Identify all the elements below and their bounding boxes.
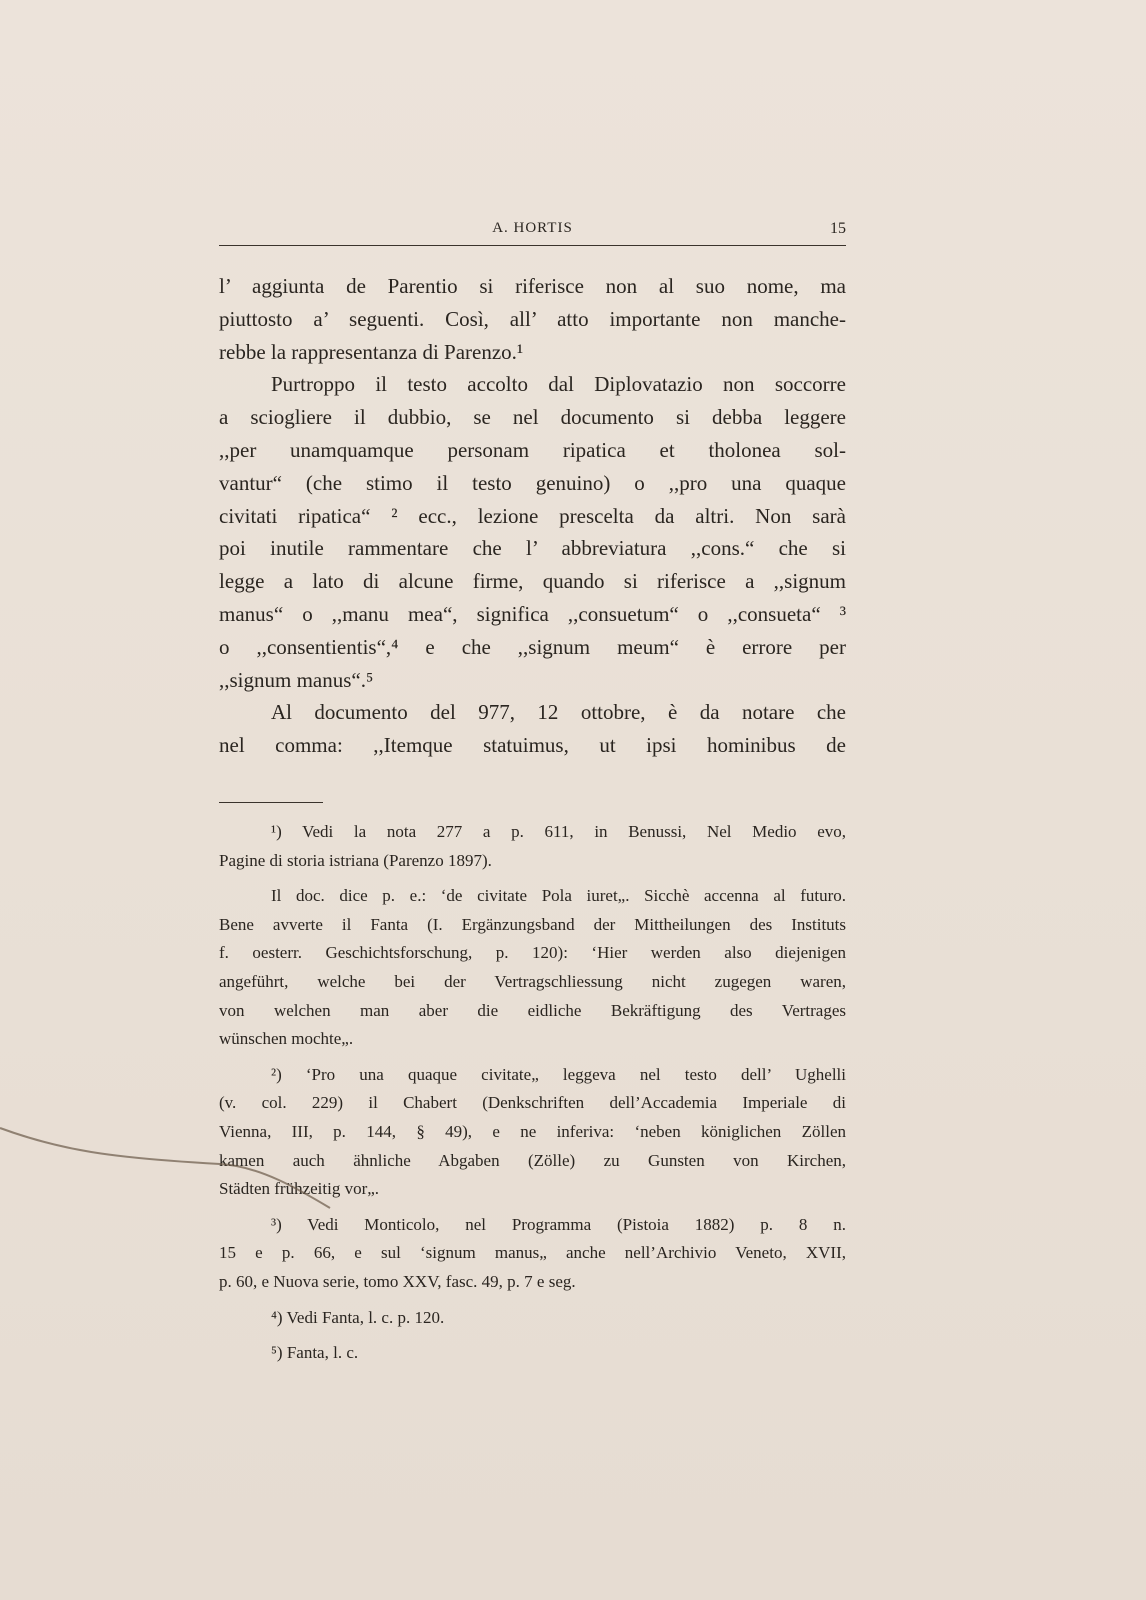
footnote-1: [219, 818, 846, 875]
footnote-4: [219, 1304, 846, 1333]
footnote-line: Pagine di storia istriana (Parenzo 1897).: [219, 850, 492, 870]
footnote-rule: [219, 802, 323, 803]
footnote-line: Il doc. dice p. e.: ‘de civitate Pola iuret„. Sicchè accenna al futuro.: [271, 886, 846, 906]
footnote-3: [219, 1211, 846, 1297]
paragraph-1: [219, 270, 846, 368]
running-header: [219, 216, 846, 246]
footnote-line: ¹) Vedi la nota 277 a p. 611, in Benussi, Nel Medio evo,: [271, 822, 846, 841]
body-line: rebbe la rappresentanza di Parenzo.¹: [219, 339, 524, 364]
footnote-5: [219, 1339, 846, 1368]
body-line: manus“ o ,,manu mea“, significa ,,consuetum“ o ,,consueta“ ³: [219, 601, 846, 626]
body-line: ,,signum manus“.⁵: [219, 667, 374, 692]
footnote-line: ⁴) Vedi Fanta, l. c. p. 120.: [271, 1307, 445, 1327]
footnote-line: Bene avverte il Fanta (I. Ergänzungsband der Mittheilungen des Instituts: [219, 914, 846, 934]
paper-crease-mark: [0, 1120, 340, 1210]
footnote-line: ²) ‘Pro una quaque civitate„ leggeva nel testo dell’ Ughelli: [271, 1064, 846, 1084]
body-line: legge a lato di alcune firme, quando si riferisce a ,,signum: [219, 569, 846, 594]
body-line: Purtroppo il testo accolto dal Diplovatazio non soccorre: [271, 372, 846, 397]
footnote-1-continued: [219, 882, 846, 1054]
footnote-line: p. 60, e Nuova serie, tomo XXV, fasc. 49, p. 7 e seg.: [219, 1271, 576, 1291]
paragraph-2: [219, 368, 846, 696]
footnote-line: von welchen man aber die eidliche Bekräftigung des Vertrages: [219, 1000, 846, 1020]
body-line: poi inutile rammentare che l’ abbreviatura ,,cons.“ che si: [219, 536, 846, 561]
body-line: Al documento del 977, 12 ottobre, è da notare che: [271, 700, 846, 725]
header-author: A. HORTIS: [492, 220, 573, 236]
page-number: 15: [830, 220, 846, 237]
footnote-line: ³) Vedi Monticolo, nel Programma (Pistoia 1882) p. 8 n.: [271, 1214, 846, 1234]
footnote-line: Städten frühzeitig vor„.: [219, 1179, 380, 1199]
footnote-line: (v. col. 229) il Chabert (Denkschriften dell’Accademia Imperiale di: [219, 1093, 846, 1113]
footnote-line: wünschen mochte„.: [219, 1029, 354, 1049]
footnote-line: angeführt, welche bei der Vertragschliessung nicht zugegen waren,: [219, 971, 846, 991]
header-rule: [219, 245, 846, 246]
body-text: [219, 270, 846, 762]
body-line: l’ aggiunta de Parentio si riferisce non al suo nome, ma: [219, 274, 846, 298]
footnote-line: Vienna, III, p. 144, § 49), e ne inferiva: ‘neben königlichen Zöllen: [219, 1121, 846, 1141]
footnote-line: kamen auch ähnliche Abgaben (Zölle) zu Gunsten von Kirchen,: [219, 1150, 846, 1170]
footnote-line: 15 e p. 66, e sul ‘signum manus„ anche nell’Archivio Veneto, XVII,: [219, 1243, 846, 1263]
body-line: civitati ripatica“ ² ecc., lezione prescelta da altri. Non sarà: [219, 503, 846, 528]
paragraph-3: [219, 696, 846, 762]
footnote-line: f. oesterr. Geschichtsforschung, p. 120): ‘Hier werden also diejenigen: [219, 943, 846, 963]
body-line: a sciogliere il dubbio, se nel documento si debba leggere: [219, 405, 846, 430]
body-line: piuttosto a’ seguenti. Così, all’ atto importante non manche-: [219, 306, 846, 331]
body-line: nel comma: ,,Itemque statuimus, ut ipsi hominibus de: [219, 733, 846, 758]
body-line: o ,,consentientis“,⁴ e che ,,signum meum“ è errore per: [219, 634, 846, 659]
footnote-line: ⁵) Fanta, l. c.: [271, 1343, 359, 1363]
body-line: ,,per unamquamque personam ripatica et tholonea sol-: [219, 437, 846, 462]
footnotes: [219, 818, 846, 1375]
body-line: vantur“ (che stimo il testo genuino) o ,,pro una quaque: [219, 470, 846, 495]
